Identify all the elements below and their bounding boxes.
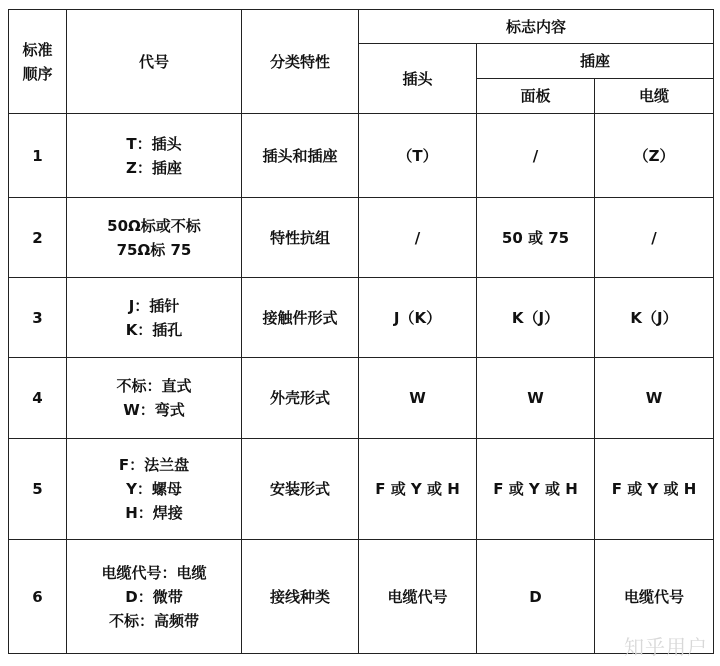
row-number: 2: [9, 198, 67, 278]
code-line: 不标：直式: [116, 377, 192, 395]
code-line: K：插孔: [125, 320, 183, 339]
row-category: 安装形式: [242, 439, 359, 540]
row-code: [67, 114, 242, 198]
code-line: T：插头: [126, 134, 182, 153]
code-line: 75Ω标 75: [116, 240, 192, 259]
row-panel: 50 或 75: [477, 198, 595, 278]
table-row: [9, 439, 714, 540]
header-order-line1: 标准: [22, 40, 53, 59]
row-plug: /: [359, 198, 477, 278]
row-panel: K（J）: [477, 278, 595, 358]
row-cable: W: [595, 358, 714, 439]
table-row: [9, 114, 714, 198]
row-cable: （Z）: [595, 114, 714, 198]
header-cable: 电缆: [595, 79, 714, 114]
row-number: 4: [9, 358, 67, 439]
watermark: 知乎用户: [624, 635, 708, 659]
row-code: [67, 198, 242, 278]
row-code: [67, 540, 242, 654]
row-code: [67, 358, 242, 439]
code-line: J：插针: [128, 296, 180, 315]
row-number: 6: [9, 540, 67, 654]
row-cable: F 或 Y 或 H: [595, 439, 714, 540]
code-line: W：弯式: [123, 401, 185, 419]
code-line: D：微带: [125, 587, 183, 606]
code-line: 不标：高频带: [108, 611, 199, 630]
row-number: 5: [9, 439, 67, 540]
row-plug: 电缆代号: [359, 540, 477, 654]
row-plug: J（K）: [359, 278, 477, 358]
row-cable: 电缆代号: [595, 540, 714, 654]
header-order-line2: 顺序: [22, 64, 53, 83]
header-category: 分类特性: [242, 10, 359, 114]
row-code: [67, 439, 242, 540]
code-line: Y：螺母: [126, 480, 182, 498]
table-row: [9, 540, 714, 654]
row-plug: （T）: [359, 114, 477, 198]
row-category: 接触件形式: [242, 278, 359, 358]
header-panel: 面板: [477, 79, 595, 114]
row-category: 插头和插座: [242, 114, 359, 198]
row-panel: D: [477, 540, 595, 654]
header-code: 代号: [67, 10, 242, 114]
row-cable: /: [595, 198, 714, 278]
standard-table: [8, 9, 714, 654]
header-standard-order: [9, 10, 67, 114]
row-cable: K（J）: [595, 278, 714, 358]
header-plug: 插头: [359, 44, 477, 114]
row-plug: W: [359, 358, 477, 439]
row-number: 3: [9, 278, 67, 358]
table-row: [9, 358, 714, 439]
row-panel: F 或 Y 或 H: [477, 439, 595, 540]
code-line: 50Ω标或不标: [107, 216, 201, 235]
row-plug: F 或 Y 或 H: [359, 439, 477, 540]
row-number: 1: [9, 114, 67, 198]
header-mark-content: 标志内容: [359, 10, 714, 44]
table-row: [9, 278, 714, 358]
header-socket: 插座: [477, 44, 714, 79]
row-category: 接线种类: [242, 540, 359, 654]
code-line: F：法兰盘: [118, 456, 190, 474]
row-code: [67, 278, 242, 358]
row-panel: W: [477, 358, 595, 439]
row-panel: /: [477, 114, 595, 198]
code-line: Z：插座: [126, 158, 182, 177]
code-line: H：焊接: [125, 504, 183, 522]
code-line: 电缆代号：电缆: [101, 563, 207, 582]
row-category: 特性抗组: [242, 198, 359, 278]
table-row: [9, 198, 714, 278]
row-category: 外壳形式: [242, 358, 359, 439]
